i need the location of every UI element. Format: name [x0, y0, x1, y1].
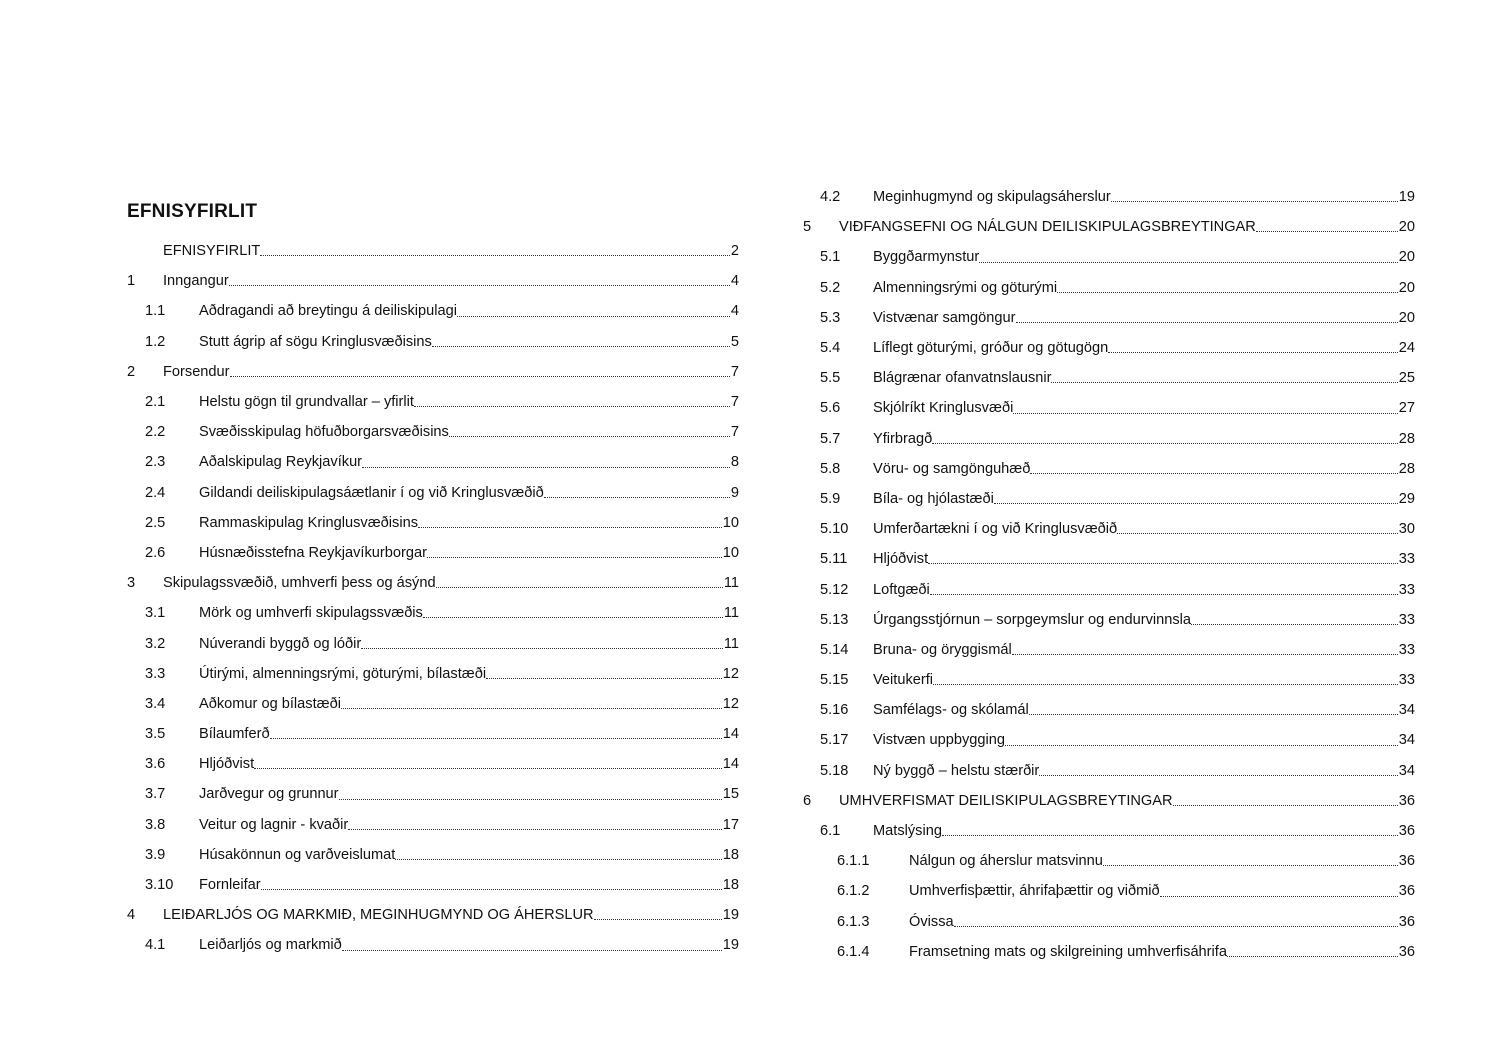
toc-entry-number: 5.4 [820, 340, 841, 357]
toc-entry-page: 30 [1398, 521, 1415, 538]
toc-entry-title[interactable]: Inngangur [163, 273, 229, 290]
toc-entry[interactable] [803, 544, 1415, 574]
toc-entry-title[interactable]: Vistvæn uppbygging [873, 732, 1005, 749]
toc-entry-title[interactable]: Hljóðvist [199, 756, 255, 773]
toc-entry-page: 7 [730, 363, 739, 380]
toc-entry-page: 11 [723, 635, 739, 652]
toc-entry-title[interactable]: LEIÐARLJÓS OG MARKMIÐ, MEGINHUGMYND OG ÁHERSLUR [163, 907, 594, 924]
toc-entry[interactable] [127, 447, 739, 477]
toc-entry-title[interactable]: Forsendur [163, 363, 230, 380]
toc-entry-page: 10 [722, 514, 739, 531]
toc-entry-title[interactable]: Stutt ágrip af sögu Kringlusvæðisins [199, 333, 432, 350]
toc-dot-leader [544, 497, 730, 498]
toc-entry-number: 5.10 [820, 521, 849, 538]
toc-dot-leader [254, 768, 722, 769]
toc-entry-title[interactable]: Byggðarmynstur [873, 249, 980, 266]
toc-dot-leader [449, 436, 730, 437]
toc-entry-number: 5.14 [820, 641, 849, 658]
toc-entry-number: 6 [803, 792, 812, 809]
toc-entry[interactable] [127, 598, 739, 628]
toc-entry-number: 1 [127, 273, 136, 290]
toc-entry[interactable] [803, 635, 1415, 665]
toc-dot-leader [418, 527, 722, 528]
toc-entry-title[interactable]: Nálgun og áherslur matsvinnu [909, 853, 1103, 870]
toc-dot-leader [1039, 775, 1397, 776]
toc-entry[interactable] [127, 930, 739, 960]
toc-dot-leader [270, 738, 722, 739]
toc-entry[interactable] [803, 665, 1415, 695]
toc-entry[interactable] [127, 357, 739, 387]
toc-dot-leader [230, 376, 730, 377]
toc-entry-page: 5 [730, 333, 739, 350]
toc-entry-title[interactable]: EFNISYFIRLIT [163, 243, 261, 260]
toc-dot-leader [928, 563, 1398, 564]
toc-entry-number: 2.4 [145, 484, 166, 501]
toc-entry-title[interactable]: Bíla- og hjólastæði [873, 490, 994, 507]
toc-entry-number: 3.3 [145, 665, 166, 682]
toc-entry-number: 3.4 [145, 695, 166, 712]
toc-entry[interactable] [127, 840, 739, 870]
toc-entry-page: 36 [1398, 943, 1415, 960]
toc-entry-page: 10 [722, 544, 739, 561]
toc-dot-leader [1013, 413, 1397, 414]
toc-entry[interactable] [803, 816, 1415, 846]
toc-dot-leader [1029, 714, 1398, 715]
toc-entry-number: 3.2 [145, 635, 166, 652]
toc-dot-leader [1057, 292, 1398, 293]
toc-entry[interactable] [803, 846, 1415, 876]
toc-entry-page: 28 [1398, 460, 1415, 477]
toc-entry-title[interactable]: Aðdragandi að breytingu á deiliskipulagi [199, 303, 457, 320]
toc-entry-number: 2.6 [145, 544, 166, 561]
toc-entry[interactable] [803, 695, 1415, 725]
toc-entry-title[interactable]: Hljóðvist [873, 551, 929, 568]
toc-entry-page: 17 [722, 816, 739, 833]
toc-entry[interactable] [127, 900, 739, 930]
toc-entry-number: 2.2 [145, 424, 166, 441]
toc-entry-title[interactable]: Rammaskipulag Kringlusvæðisins [199, 514, 418, 531]
toc-dot-leader [932, 443, 1398, 444]
toc-entry[interactable] [803, 605, 1415, 635]
toc-entry[interactable] [803, 514, 1415, 544]
toc-entry-title[interactable]: Matslýsing [873, 823, 942, 840]
toc-entry-number: 5.9 [820, 490, 841, 507]
toc-entry-page: 34 [1398, 702, 1415, 719]
toc-dot-leader [427, 557, 722, 558]
toc-entry-title[interactable]: Aðalskipulag Reykjavíkur [199, 454, 363, 471]
toc-entry-number: 2.3 [145, 454, 166, 471]
toc-dot-leader [395, 859, 721, 860]
toc-dot-leader [261, 889, 722, 890]
toc-entry-title[interactable]: Vöru- og samgönguhæð [873, 460, 1031, 477]
toc-entry-title[interactable]: Gildandi deiliskipulagsáætlanir í og við Kringlusvæðið [199, 484, 544, 501]
toc-dot-leader [1117, 533, 1398, 534]
toc-dot-leader [1030, 473, 1397, 474]
toc-entry[interactable] [127, 810, 739, 840]
toc-entry[interactable] [127, 266, 739, 296]
toc-entry-page: 33 [1398, 581, 1415, 598]
toc-dot-leader [1173, 805, 1398, 806]
toc-dot-leader [260, 255, 730, 256]
toc-dot-leader [1111, 201, 1398, 202]
toc-entry-page: 36 [1398, 792, 1415, 809]
toc-entry-title[interactable]: Yfirbragð [873, 430, 933, 447]
toc-dot-leader [361, 648, 723, 649]
toc-entry[interactable] [127, 870, 739, 900]
toc-entry-number: 3.10 [145, 877, 174, 894]
toc-entry-number: 3.5 [145, 726, 166, 743]
toc-entry-number: 4.1 [145, 937, 166, 954]
toc-entry[interactable] [803, 424, 1415, 454]
toc-entry-title[interactable]: Fornleifar [199, 877, 261, 894]
toc-entry-number: 3.6 [145, 756, 166, 773]
toc-entry-page: 36 [1398, 883, 1415, 900]
toc-dot-leader [486, 678, 722, 679]
toc-entry-number: 3.1 [145, 605, 166, 622]
toc-entry-number: 3.7 [145, 786, 166, 803]
toc-dot-leader [229, 285, 730, 286]
toc-entry-title[interactable]: Mörk og umhverfi skipulagssvæðis [199, 605, 423, 622]
toc-entry[interactable] [803, 907, 1415, 937]
toc-entry-title[interactable]: Veitur og lagnir - kvaðir [199, 816, 349, 833]
toc-entry-page: 19 [1398, 189, 1415, 206]
toc-dot-leader [1108, 352, 1397, 353]
toc-dot-leader [342, 950, 722, 951]
toc-entry-page: 20 [1398, 309, 1415, 326]
toc-entry[interactable] [127, 538, 739, 568]
toc-entry-page: 25 [1398, 370, 1415, 387]
toc-dot-leader [423, 617, 723, 618]
toc-entry-title[interactable]: Ný byggð – helstu stærðir [873, 762, 1040, 779]
toc-entry-page: 36 [1398, 823, 1415, 840]
toc-entry-title[interactable]: Svæðisskipulag höfuðborgarsvæðisins [199, 424, 449, 441]
toc-entry-number: 2.5 [145, 514, 166, 531]
toc-dot-leader [348, 829, 722, 830]
toc-entry[interactable] [803, 333, 1415, 363]
toc-entry-title[interactable]: VIÐFANGSEFNI OG NÁLGUN DEILISKIPULAGSBREYTINGAR [839, 219, 1256, 236]
toc-entry[interactable] [803, 182, 1415, 212]
toc-entry-page: 34 [1398, 732, 1415, 749]
toc-entry-number: 1.2 [145, 333, 166, 350]
toc-entry[interactable] [127, 296, 739, 326]
toc-entry[interactable] [803, 454, 1415, 484]
toc-dot-leader [1051, 382, 1397, 383]
toc-entry-number: 6.1.3 [837, 913, 870, 930]
toc-dot-leader [954, 926, 1398, 927]
toc-dot-leader [1227, 956, 1398, 957]
toc-entry[interactable] [803, 484, 1415, 514]
toc-entry-title[interactable]: Útirými, almenningsrými, göturými, bílastæði [199, 665, 487, 682]
toc-entry[interactable] [803, 393, 1415, 423]
toc-entry-number: 5.2 [820, 279, 841, 296]
toc-entry-number: 1.1 [145, 303, 166, 320]
toc-entry-page: 12 [722, 665, 739, 682]
toc-entry-title[interactable]: Vistvænar samgöngur [873, 309, 1016, 326]
toc-dot-leader [414, 406, 730, 407]
toc-dot-leader [1012, 654, 1398, 655]
toc-entry-page: 36 [1398, 853, 1415, 870]
toc-entry[interactable] [803, 937, 1415, 967]
page-title: EFNISYFIRLIT [127, 201, 258, 222]
toc-entry[interactable] [803, 725, 1415, 755]
toc-dot-leader [942, 835, 1398, 836]
toc-entry-page: 2 [730, 243, 739, 260]
toc-entry-number: 5.8 [820, 460, 841, 477]
toc-entry-page: 33 [1398, 551, 1415, 568]
toc-entry-number: 5.6 [820, 400, 841, 417]
toc-entry[interactable] [803, 786, 1415, 816]
toc-entry-number: 5.15 [820, 672, 849, 689]
toc-entry[interactable] [127, 568, 739, 598]
toc-entry-page: 14 [722, 726, 739, 743]
toc-entry-title[interactable]: Umferðartækni í og við Kringlusvæðið [873, 521, 1118, 538]
toc-entry-number: 5.16 [820, 702, 849, 719]
toc-entry-number: 6.1.4 [837, 943, 870, 960]
toc-entry-page: 20 [1398, 249, 1415, 266]
toc-entry-number: 5.1 [820, 249, 841, 266]
toc-entry-title[interactable]: Úrgangsstjórnun – sorpgeymslur og endurvinnsla [873, 611, 1191, 628]
toc-entry-title[interactable]: Húsnæðisstefna Reykjavíkurborgar [199, 544, 427, 561]
toc-dot-leader [594, 919, 722, 920]
toc-column-left [127, 236, 739, 961]
toc-entry-page: 9 [730, 484, 739, 501]
toc-entry-title[interactable]: Bruna- og öryggismál [873, 641, 1012, 658]
toc-entry[interactable] [127, 779, 739, 809]
toc-entry-title[interactable]: Jarðvegur og grunnur [199, 786, 339, 803]
toc-entry-page: 34 [1398, 762, 1415, 779]
toc-entry-number: 5.7 [820, 430, 841, 447]
toc-entry-title[interactable]: Loftgæði [873, 581, 930, 598]
toc-entry-page: 4 [730, 303, 739, 320]
toc-entry[interactable] [127, 387, 739, 417]
toc-entry-number: 6.1.1 [837, 853, 870, 870]
toc-entry-page: 15 [722, 786, 739, 803]
toc-dot-leader [1160, 896, 1398, 897]
toc-entry[interactable] [803, 273, 1415, 303]
toc-entry-page: 33 [1398, 611, 1415, 628]
toc-entry-title[interactable]: Framsetning mats og skilgreining umhverfisáhrifa [909, 943, 1227, 960]
toc-dot-leader [432, 346, 730, 347]
toc-dot-leader [339, 799, 722, 800]
toc-dot-leader [362, 467, 730, 468]
toc-entry-number: 5.12 [820, 581, 849, 598]
toc-dot-leader [436, 587, 723, 588]
toc-entry-number: 6.1 [820, 823, 841, 840]
toc-entry-title[interactable]: Samfélags- og skólamál [873, 702, 1029, 719]
toc-entry-title[interactable]: Helstu gögn til grundvallar – yfirlit [199, 394, 414, 411]
toc-entry-number: 4 [127, 907, 136, 924]
toc-entry-page: 29 [1398, 490, 1415, 507]
toc-entry-page: 19 [722, 907, 739, 924]
toc-dot-leader [930, 594, 1398, 595]
toc-entry-title[interactable]: Húsakönnun og varðveislumat [199, 846, 396, 863]
toc-entry-number: 4.2 [820, 189, 841, 206]
toc-entry[interactable] [127, 659, 739, 689]
toc-entry-page: 33 [1398, 641, 1415, 658]
toc-entry-number: 5.17 [820, 732, 849, 749]
toc-entry[interactable] [127, 689, 739, 719]
toc-entry-page: 11 [723, 575, 739, 592]
toc-entry-page: 11 [723, 605, 739, 622]
toc-dot-leader [933, 684, 1398, 685]
toc-entry-page: 20 [1398, 279, 1415, 296]
toc-entry[interactable] [803, 363, 1415, 393]
toc-entry-page: 27 [1398, 400, 1415, 417]
toc-entry-page: 14 [722, 756, 739, 773]
toc-entry-title[interactable]: UMHVERFISMAT DEILISKIPULAGSBREYTINGAR [839, 792, 1173, 809]
toc-entry-title[interactable]: Óvissa [909, 913, 954, 930]
toc-entry-page: 36 [1398, 913, 1415, 930]
toc-entry-number: 6.1.2 [837, 883, 870, 900]
toc-entry-page: 12 [722, 695, 739, 712]
toc-entry-number: 5.18 [820, 762, 849, 779]
toc-entry-number: 5.3 [820, 309, 841, 326]
toc-entry[interactable] [127, 719, 739, 749]
toc-entry[interactable] [803, 303, 1415, 333]
toc-entry-title[interactable]: Umhverfisþættir, áhrifaþættir og viðmið [909, 883, 1160, 900]
toc-entry[interactable] [127, 236, 739, 266]
toc-entry-title[interactable]: Veitukerfi [873, 672, 934, 689]
toc-entry[interactable] [127, 417, 739, 447]
toc-entry-number: 2.1 [145, 394, 166, 411]
toc-entry-page: 4 [730, 273, 739, 290]
toc-entry-title[interactable]: Leiðarljós og markmið [199, 937, 342, 954]
toc-entry-number: 5 [803, 219, 812, 236]
toc-entry-title[interactable]: Líflegt göturými, gróður og götugögn [873, 340, 1109, 357]
toc-entry-number: 3 [127, 575, 136, 592]
toc-entry-number: 2 [127, 363, 136, 380]
toc-entry-page: 18 [722, 846, 739, 863]
toc-entry-page: 8 [730, 454, 739, 471]
toc-entry[interactable] [803, 212, 1415, 242]
toc-entry-number: 5.11 [820, 551, 848, 568]
toc-entry[interactable] [127, 749, 739, 779]
toc-entry-number: 5.13 [820, 611, 849, 628]
toc-entry-page: 20 [1398, 219, 1415, 236]
toc-entry[interactable] [803, 574, 1415, 604]
toc-entry-page: 7 [730, 394, 739, 411]
toc-entry-title[interactable]: Skipulagssvæðið, umhverfi þess og ásýnd [163, 575, 436, 592]
toc-entry[interactable] [127, 478, 739, 508]
toc-entry[interactable] [127, 508, 739, 538]
toc-entry-number: 5.5 [820, 370, 841, 387]
toc-entry[interactable] [127, 628, 739, 658]
toc-dot-leader [1103, 865, 1398, 866]
toc-dot-leader [1191, 624, 1398, 625]
toc-dot-leader [1005, 745, 1398, 746]
toc-entry[interactable] [803, 756, 1415, 786]
toc-entry-page: 7 [730, 424, 739, 441]
toc-entry-number: 3.9 [145, 846, 166, 863]
toc-dot-leader [994, 503, 1398, 504]
toc-entry-page: 33 [1398, 672, 1415, 689]
toc-entry-title[interactable]: Blágrænar ofanvatnslausnir [873, 370, 1052, 387]
toc-dot-leader [341, 708, 722, 709]
toc-entry-number: 3.8 [145, 816, 166, 833]
toc-dot-leader [979, 262, 1398, 263]
toc-entry-page: 18 [722, 877, 739, 894]
toc-dot-leader [1256, 231, 1398, 232]
toc-entry-title[interactable]: Meginhugmynd og skipulagsáherslur [873, 189, 1111, 206]
toc-entry-page: 24 [1398, 340, 1415, 357]
toc-entry-title[interactable]: Núverandi byggð og lóðir [199, 635, 362, 652]
toc-dot-leader [457, 316, 730, 317]
toc-dot-leader [1016, 322, 1398, 323]
toc-entry-title[interactable]: Skjólríkt Kringlusvæði [873, 400, 1014, 417]
toc-entry-title[interactable]: Bílaumferð [199, 726, 270, 743]
toc-entry[interactable] [127, 327, 739, 357]
toc-entry[interactable] [803, 242, 1415, 272]
toc-entry-title[interactable]: Almenningsrými og göturými [873, 279, 1058, 296]
toc-entry[interactable] [803, 876, 1415, 906]
toc-entry-title[interactable]: Aðkomur og bílastæði [199, 695, 341, 712]
toc-column-right [803, 182, 1415, 967]
toc-entry-page: 19 [722, 937, 739, 954]
toc-entry-page: 28 [1398, 430, 1415, 447]
